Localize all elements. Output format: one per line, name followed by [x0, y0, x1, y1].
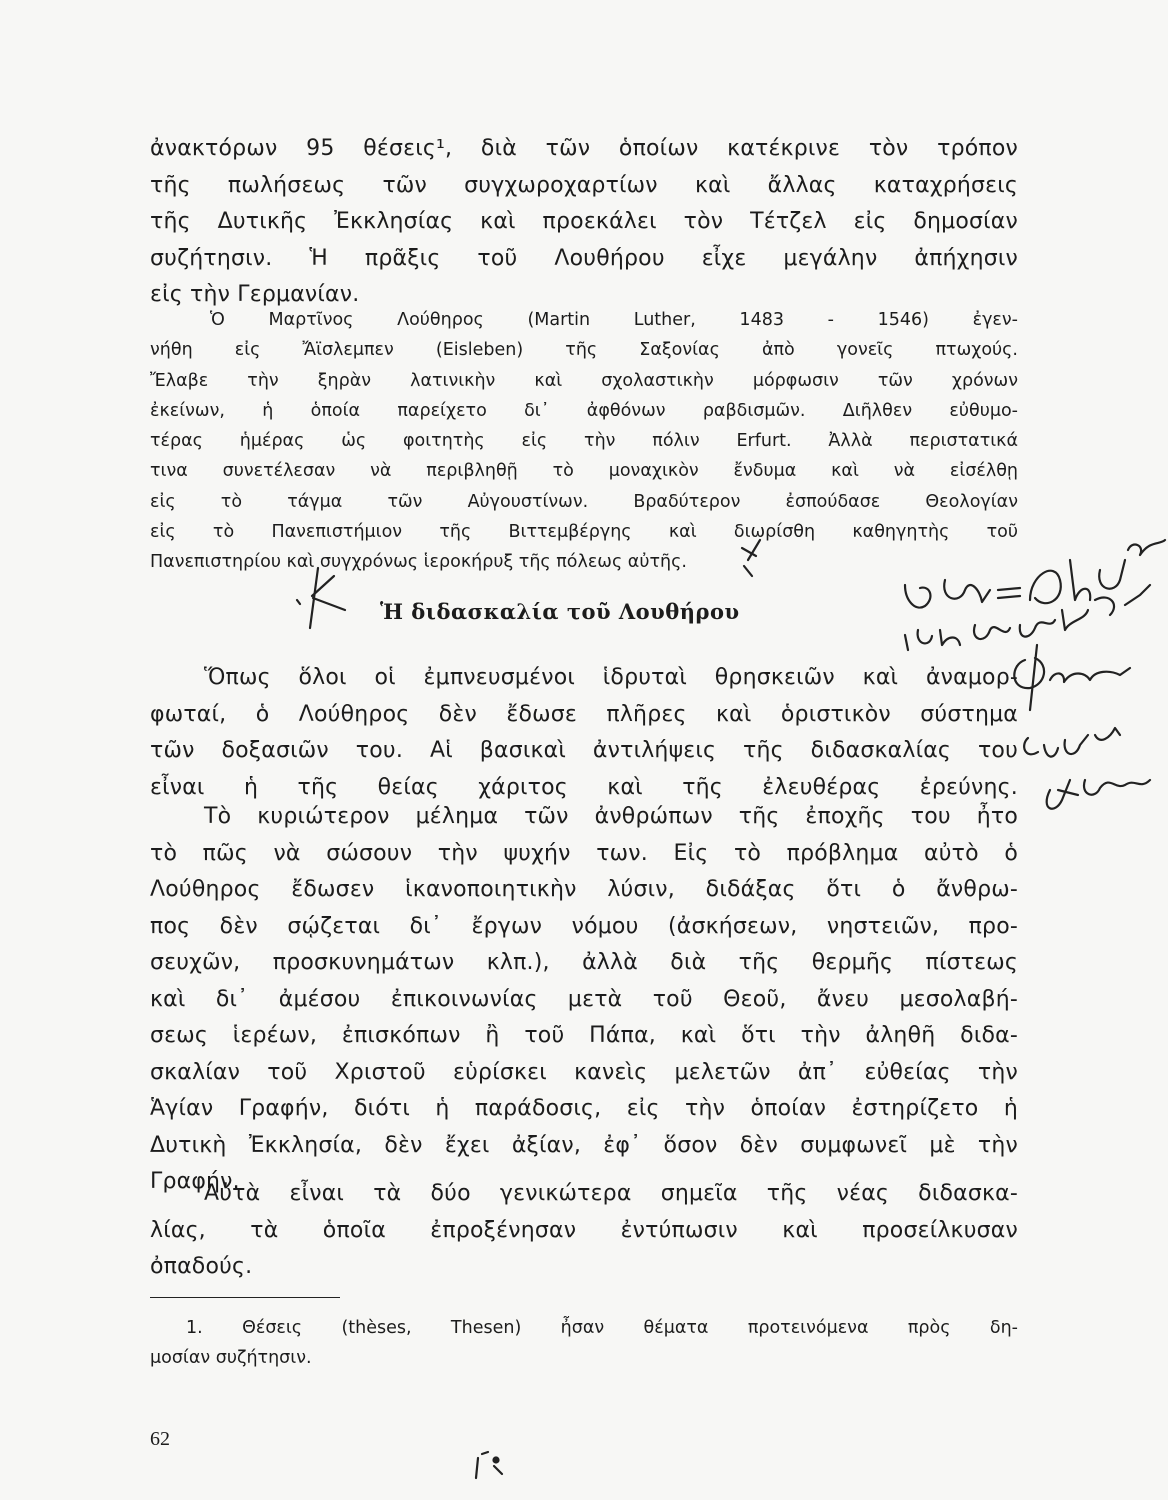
body-paragraph-3 [150, 1176, 1018, 1286]
body-paragraph-1 [150, 660, 1018, 806]
text-line: ἀνακτόρων 95 θέσεις¹, διὰ τῶν ὁποίων κατέκρινε τὸν τρόπον [150, 136, 1018, 161]
text-line: Λούθηρος ἔδωσεν ἱκανοποιητικὴν λύσιν, διδάξας ὅτι ὁ ἄνθρω- [150, 877, 1018, 902]
opening-paragraph [150, 131, 1018, 314]
text-line: τῶν δοξασιῶν του. Αἱ βασικαὶ ἀντιλήψεις τῆς διδασκαλίας του [150, 738, 1018, 763]
text-line: Ἁγίαν Γραφήν, διότι ἡ παράδοσις, εἰς τὴν ὁποίαν ἐστηρίζετο ἡ [150, 1096, 1018, 1121]
text-line: εἰς τὸ Πανεπιστήμιον τῆς Βιττεμβέργης καὶ διωρίσθη καθηγητὴς τοῦ [150, 522, 1018, 543]
footnote [150, 1313, 1018, 1373]
text-line: τὸ πῶς νὰ σώσουν τὴν ψυχήν των. Εἰς τὸ πρόβλημα αὐτὸ ὁ [150, 840, 1018, 866]
text-line: συζήτησιν. Ἡ πρᾶξις τοῦ Λουθήρου εἶχε μεγάλην ἀπήχησιν [150, 245, 1018, 271]
text-line: πος δὲν σῴζεται δι᾿ ἔργων νόμου (ἀσκήσεων, νηστειῶν, προ- [150, 913, 1018, 939]
margin-handwriting [905, 585, 930, 608]
text-line: λίας, τὰ ὁποῖα ἐπροξένησαν ἐντύπωσιν καὶ προσείλκυσαν [150, 1217, 1018, 1243]
text-line: Δυτικὴ Ἐκκλησία, δὲν ἔχει ἀξίαν, ἐφ᾿ ὅσον δὲν συμφωνεῖ μὲ τὴν [150, 1132, 1018, 1158]
text-line: Ὁ Μαρτῖνος Λούθηρος (Martin Luther, 1483 - 1546) ἐγεν- [210, 310, 1018, 330]
text-line: τέρας ἡμέρας ὡς φοιτητὴς εἰς τὴν πόλιν Erfurt. Ἀλλὰ περιστατικά [150, 431, 1018, 452]
text-line: νήθη εἰς Ἄϊσλεμπεν (Eisleben) τῆς Σαξονίας ἀπὸ γονεῖς πτωχούς. [150, 340, 1018, 361]
text-line: Γραφήν. [150, 1169, 240, 1194]
text-line: τῆς πωλήσεως τῶν συγχωροχαρτίων καὶ ἄλλας καταχρήσεις [150, 172, 1018, 198]
text-line: μοσίαν συζήτησιν. [150, 1348, 312, 1368]
text-line: σεως ἱερέων, ἐπισκόπων ἢ τοῦ Πάπα, καὶ ὅτι τὴν ἀληθῆ διδα- [150, 1023, 1018, 1048]
biography-paragraph [150, 305, 1018, 578]
text-line: εἰς τὴν Γερμανίαν. [150, 282, 360, 307]
text-line: τινα συνετέλεσαν νὰ περιβληθῇ τὸ μοναχικὸν ἔνδυμα καὶ νὰ εἰσέλθῃ [150, 461, 1018, 482]
text-line: Ἔλαβε τὴν ξηρὰν λατινικὴν καὶ σχολαστικὴν μόρφωσιν τῶν χρόνων [150, 370, 1018, 391]
text-line: ἐκείνων, ἡ ὁποία παρείχετο δι᾿ ἀφθόνων ραβδισμῶν. Διῆλθεν εὐθυμο- [150, 400, 1018, 421]
text-line: φωταί, ὁ Λούθηρος δὲν ἔδωσε πλῆρες καὶ ὁριστικὸν σύστημα [150, 701, 1018, 727]
text-line: ὀπαδούς. [150, 1254, 253, 1279]
text-line: Ὅπως ὅλοι οἱ ἐμπνευσμένοι ἱδρυταὶ θρησκειῶν καὶ ἀναμορ- [204, 665, 1018, 690]
text-line: τῆς Δυτικῆς Ἐκκλησίας καὶ προεκάλει τὸν Τέτζελ εἰς δημοσίαν [150, 209, 1018, 234]
text-line: εἶναι ἡ τῆς θείας χάριτος καὶ τῆς ἐλευθέρας ἐρεύνης. [150, 774, 1018, 800]
text-line: Πανεπιστηρίου καὶ συγχρόνως ἱεροκήρυξ τῆς πόλεως αὐτῆς. [150, 552, 687, 573]
section-heading: Ἡ διδασκαλία τοῦ Λουθήρου [380, 599, 740, 624]
footnote-divider [150, 1297, 340, 1298]
body-paragraph-2 [150, 799, 1018, 1201]
page-number: 62 [150, 1428, 170, 1450]
text-line: Τὸ κυριώτερον μέλημα τῶν ἀνθρώπων τῆς ἐποχῆς του ἦτο [204, 804, 1018, 829]
text-line: σευχῶν, προσκυνημάτων κλπ.), ἀλλὰ διὰ τῆς θερμῆς πίστεως [150, 950, 1018, 975]
bottom-scribble [476, 1452, 488, 1478]
text-line: σκαλίαν τοῦ Χριστοῦ εὑρίσκει κανεὶς μελετῶν ἀπ᾿ εὐθείας τὴν [150, 1059, 1018, 1085]
text-line: Αὐτὰ εἶναι τὰ δύο γενικώτερα σημεῖα τῆς νέας διδασκα- [204, 1181, 1018, 1206]
text-line: καὶ δι᾿ ἀμέσου ἐπικοινωνίας μετὰ τοῦ Θεοῦ, ἄνευ μεσολαβή- [150, 986, 1018, 1012]
text-line: 1. Θέσεις (thèses, Thesen) ἦσαν θέματα προτεινόμενα πρὸς δη- [186, 1318, 1018, 1338]
text-line: εἰς τὸ τάγμα τῶν Αὐγουστίνων. Βραδύτερον ἐσπούδασε Θεολογίαν [150, 491, 1018, 512]
